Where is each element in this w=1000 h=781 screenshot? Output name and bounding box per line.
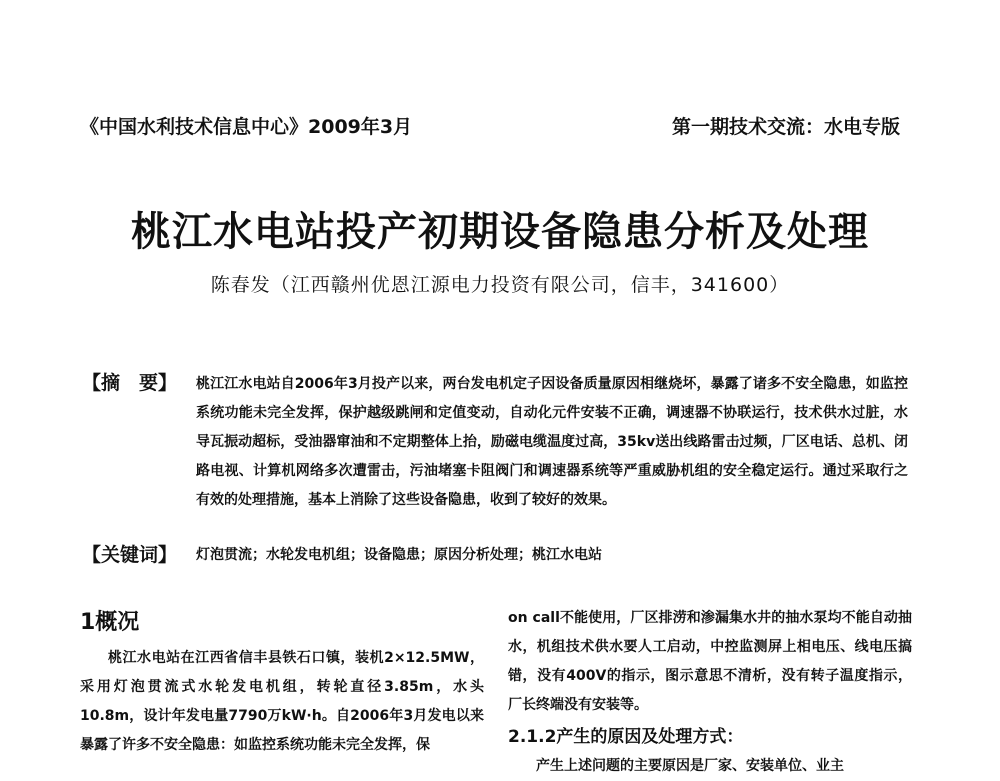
left-column [80, 606, 484, 760]
running-header [80, 112, 900, 142]
abstract-text: 桃江江水电站自2006年3月投产以来，两台发电机定子因设备质量原因相继烧坏，暴露了诸多不安全隐患，如监控系统功能未完全发挥，保护越级跳闸和定值变动，自动化元件安装不正确，调速器不协联运行，技术供水过脏，水导瓦振动超标，受油器窜油和不定期整体上抬，励磁电缆温度过高，35kv送出线路雷击过频，厂区电话、总机、闭路电视、计算机网络多次遭雷击，污油堵塞卡阻阀门和调速器系统等严重威胁机组的安全稳定运行。通过采取行之有效的处理措施，基本上消除了这些设备隐患，收到了较好的效果。 [196, 376, 908, 508]
overview-paragraph: 桃江水电站在江西省信丰县铁石口镇，装机2×12.5MW，采用灯泡贯流式水轮发电机组，转轮直径3.85m，水头10.8m，设计年发电量7790万kW·h。自2006年3月发电以来暴露了许多不安全隐患：如监控系统功能未完全发挥，保 [80, 650, 484, 753]
journal-name: 《中国水利技术信息中心》2009年3月 [80, 116, 413, 138]
author-affiliation: 陈春发（江西赣州优恩江源电力投资有限公司，信丰，341600） [210, 274, 790, 296]
subsection-paragraph: 产生上述问题的主要原因是厂家、安装单位、业主 [536, 758, 844, 774]
article-title: 桃江水电站投产初期设备隐患分析及处理 [131, 209, 869, 255]
section-heading-overview: 1概况 [80, 610, 140, 635]
keywords-label: 【关键词】 [82, 544, 178, 566]
right-column [508, 604, 912, 781]
continued-paragraph: on call不能使用，厂区排涝和渗漏集水井的抽水泵均不能自动抽水，机组技术供水要人工启动，中控监测屏上相电压、线电压搞错，没有400V的指示，图示意思不清析，没有转子温度指示，厂长终端没有安装等。 [508, 610, 912, 713]
keywords-text: 灯泡贯流；水轮发电机组；设备隐患；原因分析处理；桃江水电站 [196, 547, 602, 563]
subsection-heading: 2.1.2产生的原因及处理方式： [508, 727, 744, 747]
abstract-label: 【摘 要】 [82, 372, 178, 394]
issue-label: 第一期技术交流：水电专版 [671, 116, 900, 138]
